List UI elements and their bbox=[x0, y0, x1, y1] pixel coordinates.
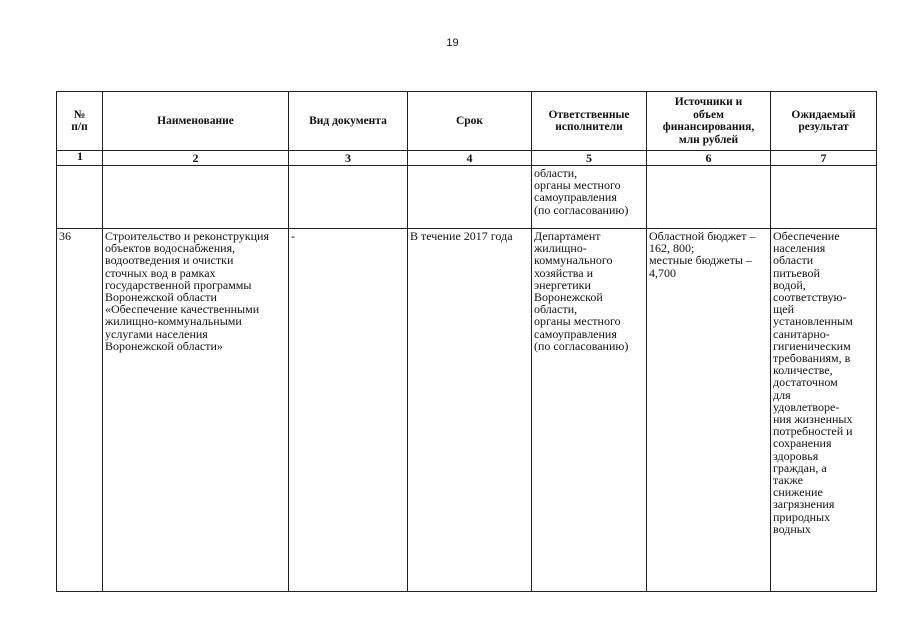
text-line: водой, bbox=[773, 277, 806, 292]
text-line: «Обеспечение качественными bbox=[105, 302, 260, 317]
text-line: финансирования, bbox=[662, 121, 755, 133]
text-line: гигиеническим bbox=[773, 338, 851, 353]
text-line: Обеспечение bbox=[773, 229, 840, 243]
text-line: энергетики bbox=[534, 277, 591, 292]
text-line: снижение bbox=[773, 485, 823, 500]
text-line: области bbox=[773, 253, 814, 268]
continuation-row bbox=[57, 166, 877, 229]
header-row bbox=[57, 92, 877, 151]
text-line: требованиям, в bbox=[773, 351, 851, 366]
text-line: сохранения bbox=[773, 436, 832, 451]
text-line: области, bbox=[534, 166, 578, 180]
column-number: 7 bbox=[771, 151, 877, 166]
continuation-executors bbox=[532, 166, 647, 229]
text-line: Источники и bbox=[674, 96, 743, 108]
text-line: жилищно-коммунальными bbox=[105, 314, 242, 329]
text-line: самоуправления bbox=[534, 190, 617, 205]
column-number: 4 bbox=[408, 151, 532, 166]
header-executors bbox=[532, 92, 647, 151]
text-line: достаточном bbox=[773, 375, 838, 390]
text-line: результат bbox=[798, 121, 849, 133]
text-line: граждан, а bbox=[773, 460, 827, 475]
column-number: 2 bbox=[103, 151, 289, 166]
text-line: 162, 800; bbox=[649, 241, 695, 256]
text-line: загрязнения bbox=[773, 497, 835, 512]
text-line: местные бюджеты – bbox=[649, 253, 752, 268]
text-line: потребностей и bbox=[773, 424, 853, 439]
text-line: Воронежской области bbox=[105, 290, 217, 305]
plan-table bbox=[56, 91, 877, 592]
column-number: 1 bbox=[57, 151, 103, 166]
text-line: санитарно- bbox=[773, 326, 830, 341]
row-result bbox=[771, 229, 877, 592]
text-line: сточных вод в рамках bbox=[105, 265, 216, 280]
text-line: 4,700 bbox=[649, 265, 676, 280]
header-doc-type bbox=[289, 92, 408, 151]
text-line: области, bbox=[534, 302, 578, 317]
text-line: количестве, bbox=[773, 363, 833, 378]
text-line: Наименование bbox=[157, 114, 234, 127]
text-line: питьевой bbox=[773, 265, 820, 280]
row-name bbox=[103, 229, 289, 592]
text-line: удовлетворе- bbox=[773, 399, 840, 414]
header-deadline bbox=[408, 92, 532, 151]
text-line: (по согласованию) bbox=[534, 338, 629, 353]
text-line: коммунального bbox=[534, 253, 613, 268]
header-number bbox=[57, 92, 103, 151]
header-result bbox=[771, 92, 877, 151]
column-number: 3 bbox=[289, 151, 408, 166]
text-line: Воронежской области» bbox=[105, 338, 223, 353]
text-line: (по согласованию) bbox=[534, 202, 629, 217]
text-line: Департамент bbox=[534, 229, 601, 243]
table-row bbox=[57, 229, 877, 592]
row-doc-type: - bbox=[289, 229, 408, 592]
page-number: 19 bbox=[446, 37, 459, 49]
text-line: щей bbox=[773, 302, 794, 317]
text-line: Воронежской bbox=[534, 290, 603, 305]
text-line: Срок bbox=[455, 114, 484, 127]
text-line: Строительство и реконструкция bbox=[105, 229, 269, 243]
row-deadline: В течение 2017 года bbox=[408, 229, 532, 592]
text-line: № bbox=[73, 108, 86, 121]
text-line: также bbox=[773, 473, 804, 488]
column-number-row bbox=[57, 151, 877, 166]
text-line: объем bbox=[693, 108, 724, 121]
text-line: здоровья bbox=[773, 448, 819, 463]
text-line: п/п bbox=[71, 121, 88, 133]
text-line: Областной бюджет – bbox=[649, 229, 756, 243]
text-line: жилищно- bbox=[534, 241, 587, 256]
text-line: хозяйства и bbox=[534, 265, 594, 280]
text-line: соответствую- bbox=[773, 290, 847, 305]
text-line: органы местного bbox=[534, 178, 621, 193]
text-line: Ответственные bbox=[548, 108, 630, 121]
text-line: млн рублей bbox=[678, 133, 739, 146]
row-number: 36 bbox=[57, 229, 103, 592]
text-line: природных bbox=[773, 509, 831, 524]
text-line: населения bbox=[773, 241, 826, 256]
row-financing bbox=[647, 229, 771, 592]
text-line: государственной программы bbox=[105, 277, 252, 292]
text-line: водных bbox=[773, 521, 811, 536]
text-line: Вид документа bbox=[309, 114, 387, 127]
column-number: 6 bbox=[647, 151, 771, 166]
text-line: Ожидаемый bbox=[791, 108, 856, 121]
text-line: органы местного bbox=[534, 314, 621, 329]
text-line: водоотведения и очистки bbox=[105, 253, 234, 268]
row-executors bbox=[532, 229, 647, 592]
text-line: исполнители bbox=[555, 121, 623, 133]
column-number: 5 bbox=[532, 151, 647, 166]
text-line: услугами населения bbox=[105, 326, 208, 341]
text-line: установленным bbox=[773, 314, 853, 329]
text-line: ния жизненных bbox=[773, 412, 853, 427]
text-line: объектов водоснабжения, bbox=[105, 241, 236, 256]
text-line: для bbox=[773, 387, 791, 402]
header-financing bbox=[647, 92, 771, 151]
text-line: самоуправления bbox=[534, 326, 617, 341]
header-name bbox=[103, 92, 289, 151]
